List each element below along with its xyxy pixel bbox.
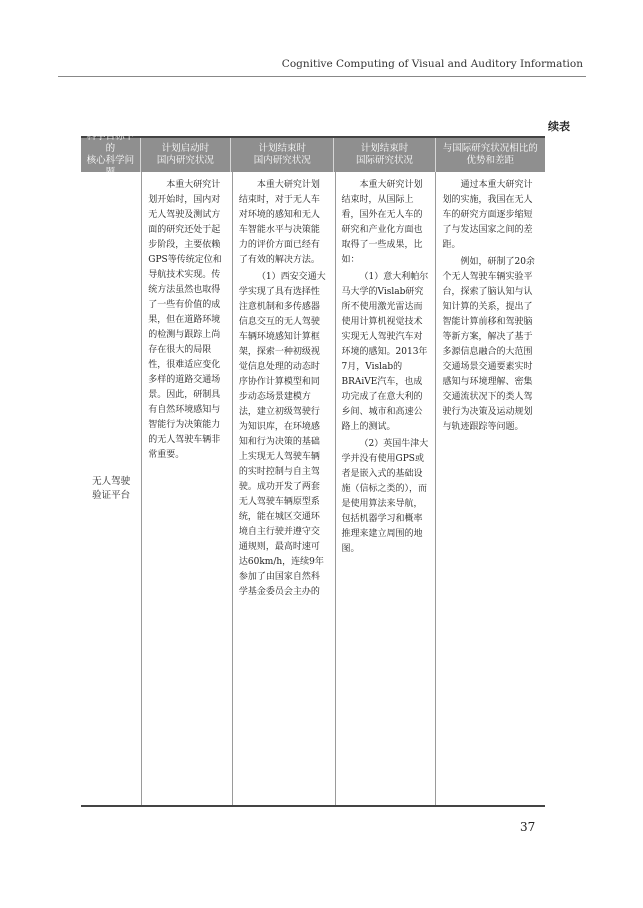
paragraph: （1）西安交通大学实现了具有选择性注意机制和多传感器信息交互的无人驾驶车辆环境感知计算框架，探索一种初级视觉信息处理的动态时序协作计算模型和同步动态场景建模方法，建立初级驾驶行为知识库，在环境感知和行为决策的基础上实现无人驾驶车辆的实时控制与自主驾驶。成功开发了两套无人驾驶车辆原型系统，能在城区交通环境自主行驶并遵守交通规则，最高时速可达60km/h，连续9年参加了由国家自然科学基金委员会主办的 [238, 272, 326, 597]
column-header-topic: 科学目标下的 核心科学问题 [81, 138, 141, 172]
column-header-end-international: 计划结束时 国际研究状况 [334, 138, 435, 172]
table-header-row [81, 131, 545, 178]
page-number: 37 [520, 820, 536, 834]
paragraph: 例如，研制了20余个无人驾驶车辆实验平台，探索了脑认知与认知计算的关系，提出了智能计算前移和驾驶脑等新方案，解决了基于多源信息融合的大范围交通场景交通要素实时感知与环境理解、密集交通流状况下的类人驾驶行为决策及运动规划与轨迹跟踪等问题。 [442, 257, 535, 432]
research-status-table [81, 131, 545, 807]
cell-topic: 无人驾驶 验证平台 [81, 172, 142, 805]
cell-comparison [436, 172, 545, 805]
column-header-end-domestic: 计划结束时 国内研究状况 [231, 138, 334, 172]
paragraph: 本重大研究计划开始时，国内对无人驾驶及测试方面的研究还处于起步阶段，主要依赖GPS等传统定位和导航技术实现。传统方法虽然也取得了一些有价值的成果，但在道路环境的检测与跟踪上尚存在很大的局限性，很难适应变化多样的道路交通场景。因此，研制具有自然环境感知与智能行为决策能力的无人驾驶车辆非常重要。 [148, 180, 222, 460]
column-header-comparison: 与国际研究状况相比的 优势和差距 [442, 143, 538, 166]
header-rule [58, 76, 586, 77]
running-header: Cognitive Computing of Visual and Auditory Information [281, 58, 583, 70]
cell-start-domestic [142, 172, 233, 805]
table-row [81, 172, 545, 805]
continued-label: 续表 [548, 120, 570, 133]
cell-end-domestic [233, 172, 336, 805]
cell-end-international [336, 172, 437, 805]
paragraph: （1）意大利帕尔马大学的Vislab研究所不使用激光雷达而使用计算机视觉技术实现无人驾驶汽车对环境的感知。2013年7月，Vislab的BRAiVE汽车，也成功完成了在意大利的乡间、城市和高速公路上的测试。 [341, 272, 429, 432]
paragraph: 通过本重大研究计划的实施，我国在无人车的研究方面逐步缩短了与发达国家之间的差距。 [442, 180, 533, 250]
column-header-start-domestic: 计划启动时 国内研究状况 [141, 138, 231, 172]
paragraph: 本重大研究计划结束时，从国际上看，国外在无人车的研究和产业化方面也取得了一些成果，比如： [341, 180, 423, 265]
paragraph: 本重大研究计划结束时，对于无人车对环境的感知和无人车智能水平与决策能力的评价方面已经有了有效的解决方法。 [238, 180, 320, 265]
paragraph: （2）英国牛津大学并没有使用GPS或者是嵌入式的基础设施（信标之类的），而是使用算法来导航，包括机器学习和概率推理来建立周围的地图。 [341, 439, 429, 554]
